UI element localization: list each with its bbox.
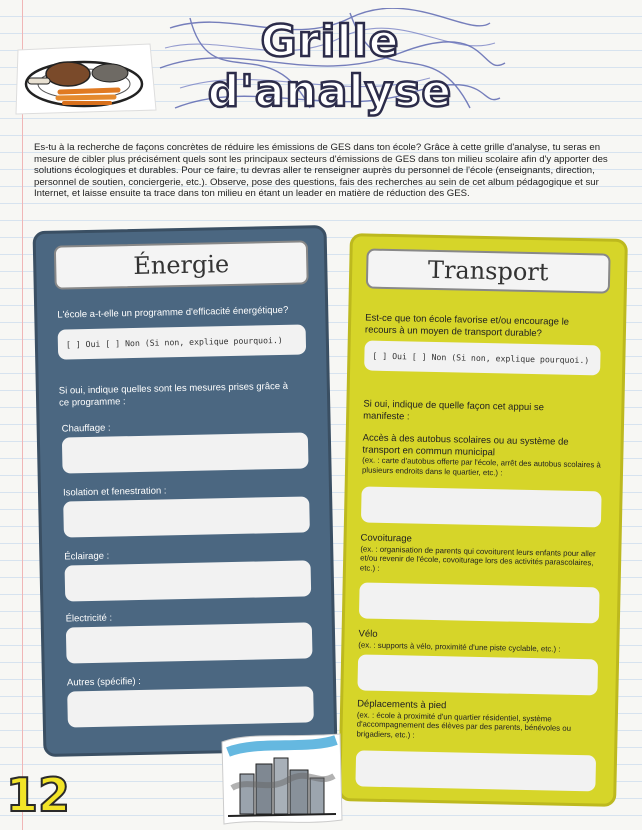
pied-answer-field[interactable] (355, 750, 596, 791)
isolation-answer-field[interactable] (63, 496, 310, 537)
page-number: 12 (6, 768, 71, 822)
velo-label: Vélo (358, 628, 378, 640)
velo-example: (ex. : supports à vélo, proximité d'une piste cyclable, etc.) : (358, 639, 561, 654)
transport-panel (338, 233, 628, 807)
notebook-margin-line (22, 0, 23, 830)
energie-yes-no-field[interactable]: [ ] Oui [ ] Non (Si non, explique pourquoi.) (58, 324, 307, 359)
pied-example: (ex. : école à proximité d'un quartier résidentiel, système d'accompagnement des élèves par des parents, bénévoles ou brigadiers, etc.) : (356, 709, 572, 740)
covoiturage-answer-field[interactable] (359, 582, 600, 623)
transport-yes-no-field[interactable]: [ ] Oui [ ] Non (Si non, explique pourquoi.) (364, 340, 601, 375)
energie-panel (33, 225, 338, 757)
isolation-label: Isolation et fenestration : (62, 485, 167, 499)
transport-title: Transport (366, 249, 611, 294)
autobus-label: Accès à des autobus scolaires ou au système de transport en commun municipal (362, 432, 569, 458)
pied-block (356, 698, 597, 743)
transport-question: Est-ce que ton école favorise et/ou encourage le recours à un moyen de transport durable? (364, 312, 570, 339)
autobus-example: (ex. : carte d'autobus offerte par l'école, arrêt des autobus scolaires à plusieurs endroits dans le quartier, etc.) : (361, 455, 601, 477)
autobus-answer-field[interactable] (361, 486, 602, 527)
energie-question: L'école a-t-elle un programme d'efficacité énergétique? (57, 304, 289, 321)
chauffage-answer-field[interactable] (62, 432, 309, 473)
covoiturage-block (360, 532, 601, 577)
autres-label: Autres (spécifie) : (66, 675, 142, 689)
eclairage-label: Éclairage : (64, 550, 110, 563)
pied-label: Déplacements à pied (357, 698, 447, 712)
plate-illustration (10, 40, 160, 118)
intro-paragraph: Es-tu à la recherche de façons concrètes de réduire les émissions de GES dans ton école? Grâce à cette grille d'analyse, tu seras en mesure de cibler plus précisément quels sont les principaux secteurs d'émissions de GES dans ton milieu scolaire afin d'y apporter des solutions écologiques et durables. Pour ce faire, tu devras aller te renseigner auprès du personnel de l'école (enseignants, direction, personnel de soutien, conciergerie, etc.). Observe, pose des questions, fais des recherches au sein de cet album pédagogique et sur Internet, et laisse ensuite ta trace dans ton milieu en étant un leader en matière de réduction des GES. (34, 142, 608, 200)
autobus-block (362, 432, 603, 479)
page-title-line1: Grille (260, 16, 400, 67)
autres-answer-field[interactable] (67, 686, 314, 727)
title-block (150, 8, 510, 123)
electricite-answer-field[interactable] (66, 622, 313, 663)
transport-followup: Si oui, indique de quelle façon cet appui se manifeste : (363, 398, 545, 422)
velo-block (358, 628, 598, 654)
energie-followup: Si oui, indique quelles sont les mesures prises grâce à ce programme : (58, 380, 289, 409)
covoiturage-example: (ex. : organisation de parents qui covoiturent leurs enfants pour aller et/ou revenir de l'école, covoiturage lors des activités parascolaires, etc.) : (359, 543, 596, 573)
electricite-label: Électricité : (65, 612, 113, 625)
polluted-city-illustration (218, 728, 346, 828)
velo-answer-field[interactable] (357, 654, 598, 695)
page-title-line2: d'analyse (207, 66, 453, 117)
eclairage-answer-field[interactable] (65, 560, 312, 601)
energie-title: Énergie (54, 240, 309, 289)
chauffage-label: Chauffage : (61, 422, 111, 435)
covoiturage-label: Covoiturage (360, 532, 412, 545)
